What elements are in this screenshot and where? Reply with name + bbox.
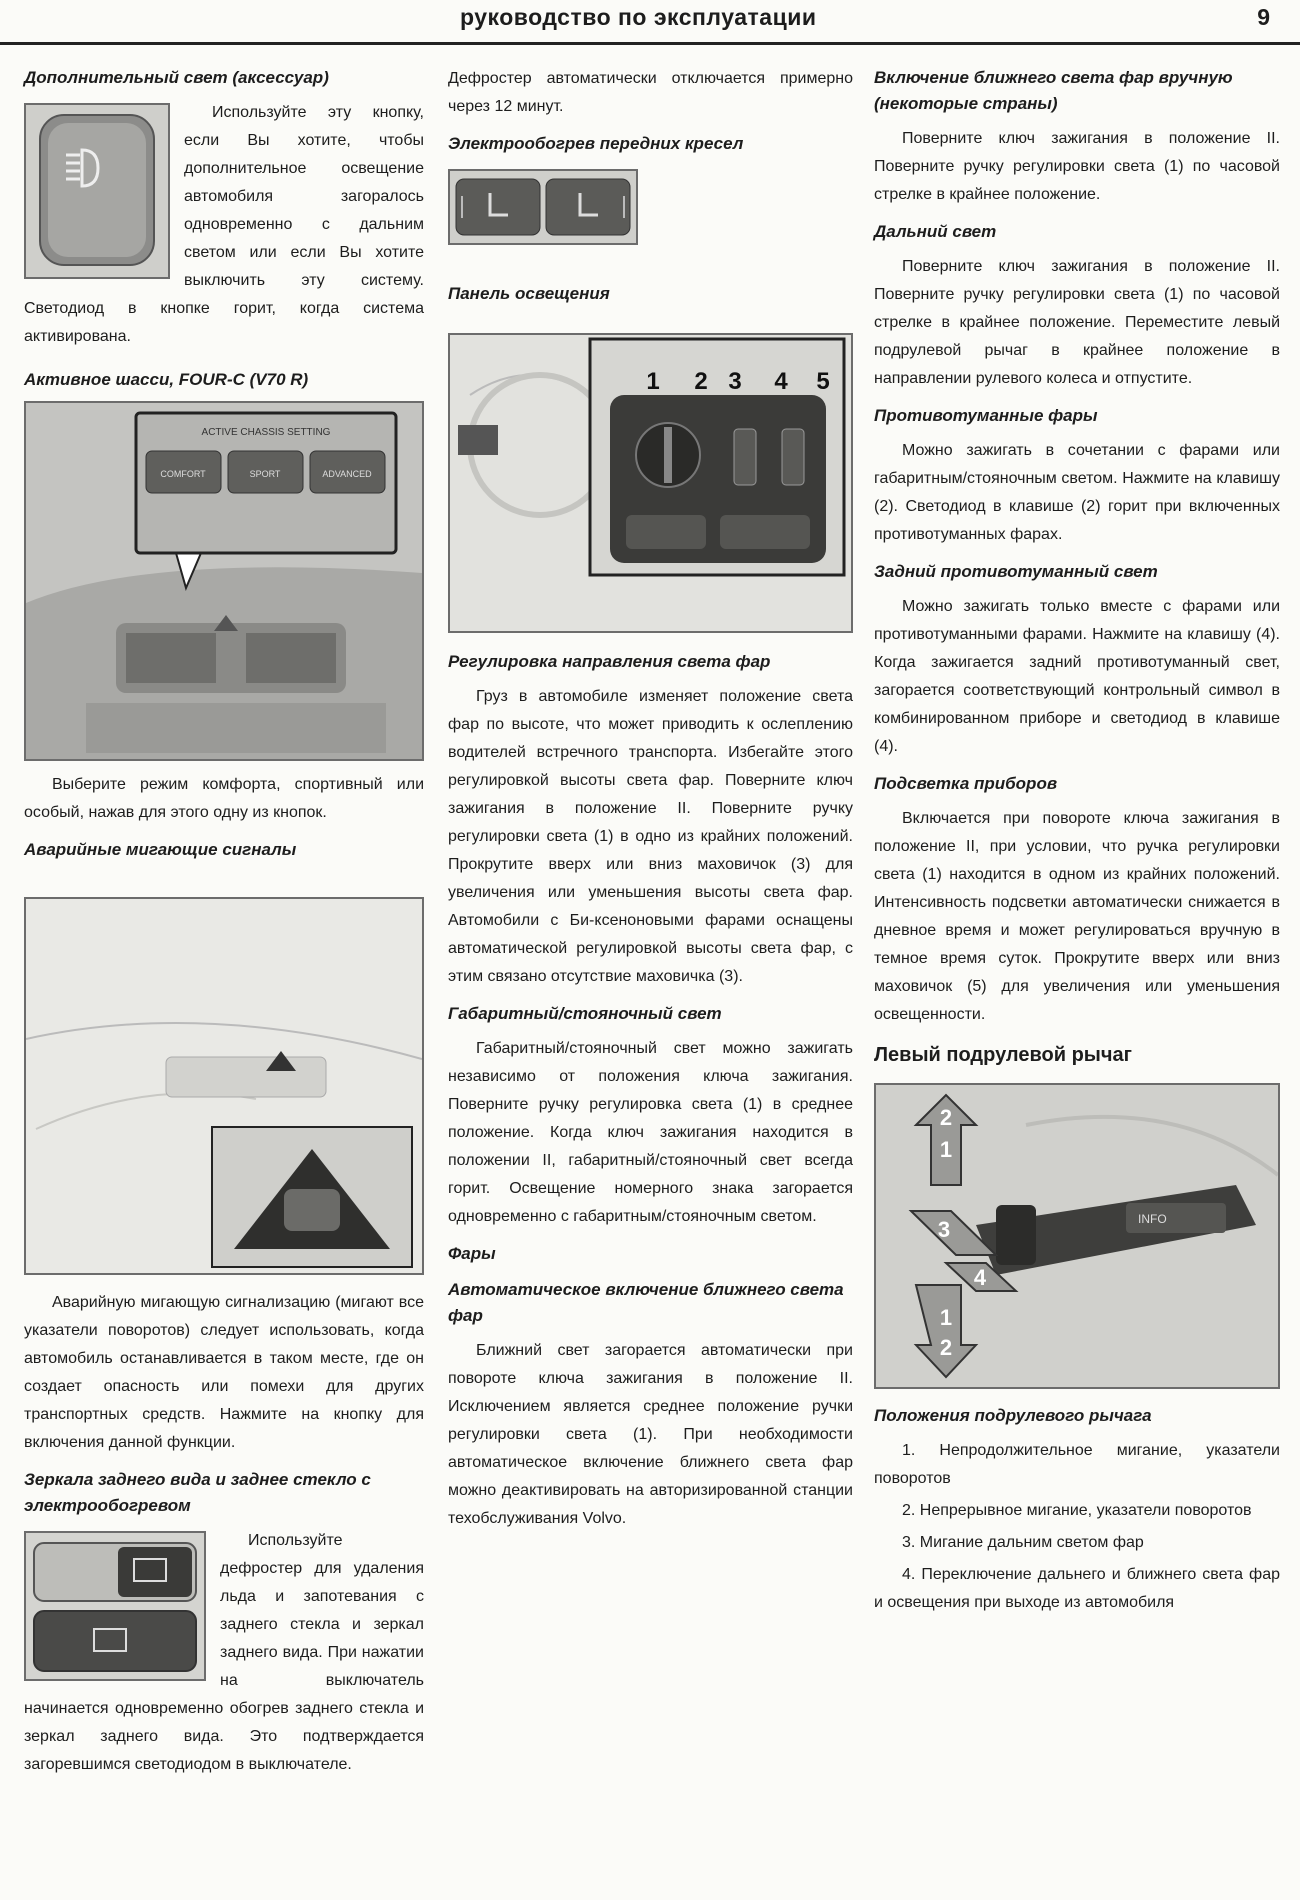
- parking-text: Габаритный/стояночный свет можно зажигать независимо от положения ключа зажигания. Поверните ручку регулировка света (1) в среднее положение. Когда ключ зажигания находится в положении II, габаритный/стояночный свет всегда горит. Освещение номерного знака загорается одновременно с габаритным/стояночным светом.: [448, 1040, 853, 1225]
- hazard-figure: [24, 897, 424, 1275]
- stalk-caption: Положения подрулевого рычага: [874, 1406, 1152, 1425]
- header-title: руководство по эксплуатации: [460, 4, 817, 30]
- light-panel-label-2: 2: [694, 368, 708, 395]
- stalk-label-1-top: 1: [939, 1137, 953, 1162]
- stalk-item-1: 1. Непродолжительное мигание, указатели поворотов: [874, 1442, 1280, 1487]
- light-panel-label-1: 1: [646, 368, 660, 395]
- stalk-item-2: 2. Непрерывное мигание, указатели поворотов: [902, 1502, 1252, 1519]
- mirrors-heading: Зеркала заднего вида и заднее стекло с электрообогревом: [24, 1470, 371, 1515]
- stalk-label-2-top: 2: [939, 1105, 953, 1130]
- chassis-btn-sport: SPORT: [249, 469, 281, 479]
- fog-heading: Противотуманные фары: [874, 406, 1098, 425]
- rear-fog-text: Можно зажигать только вместе с фарами или противотуманными фарами. Нажмите на клавишу (4). Когда зажигается задний противотуманный свет, загорается соответствующий контрольный символ в комбинированном приборе и светодиод в клавише (4).: [874, 598, 1280, 755]
- rear-fog-heading: Задний противотуманный свет: [874, 562, 1158, 581]
- accessory-button-figure: [24, 103, 170, 279]
- hazard-heading: Аварийные мигающие сигналы: [24, 840, 297, 859]
- column-2: [448, 55, 853, 1880]
- stalk-label-2-bottom: 2: [939, 1335, 953, 1360]
- chassis-figure: [24, 401, 424, 761]
- light-panel-figure: [448, 333, 853, 633]
- page-header: [0, 0, 1300, 45]
- beam-adjust-heading: Регулировка направления света фар: [448, 652, 771, 671]
- chassis-caption: Выберите режим комфорта, спортивный или особый, нажав для этого одну из кнопок.: [24, 776, 424, 821]
- seat-heater-figure: [448, 169, 638, 245]
- light-panel-label-4: 4: [774, 368, 788, 395]
- high-beam-text: Поверните ключ зажигания в положение II. Поверните ручку регулировки света (1) по часовой стрелке в крайнее положение. Переместите левый подрулевой рычаг в крайнее положение в направлении рулевого колеса и отпустите.: [874, 258, 1280, 387]
- hazard-text: Аварийную мигающую сигнализацию (мигают все указатели поворотов) следует использовать, когда автомобиль останавливается в таком месте, где он создает опасность или помехи для других транспортных средств. Нажмите на кнопку для включения данной функции.: [24, 1294, 424, 1451]
- stalk-item-3: 3. Мигание дальним светом фар: [902, 1534, 1144, 1551]
- page-number: 9: [1257, 4, 1270, 30]
- auto-lowbeam-text: Ближний свет загорается автоматически при повороте ключа зажигания в положение II. Исключением является среднее положение ручки регулировки света (1). При необходимости автоматическое включение ближнего света фар можно деактивировать на авторизированной станции техобслуживания Volvo.: [448, 1342, 853, 1527]
- column-1: [24, 55, 424, 1880]
- light-panel-label-5: 5: [816, 368, 830, 395]
- chassis-heading: Активное шасси, FOUR-C (V70 R): [24, 370, 309, 389]
- stalk-item-4: 4. Переключение дальнего и ближнего света фар и освещения при выходе из автомобиля: [874, 1566, 1280, 1611]
- instruments-text: Включается при повороте ключа зажигания в положение II, при условии, что ручка регулировки света (1) находится в одном из крайних положений. Интенсивность подсветки автоматически снижается в дневное время и может регулироваться вручную в темное время суток. Прокрутите вверх или вниз маховичок (5) для увеличения или уменьшения освещенности.: [874, 810, 1280, 1023]
- manual-lowbeam-text: Поверните ключ зажигания в положение II. Поверните ручку регулировки света (1) по часовой стрелке в крайнее положение.: [874, 130, 1280, 203]
- stalk-heading: Левый подрулевой рычаг: [874, 1044, 1132, 1066]
- high-beam-heading: Дальний свет: [874, 222, 997, 241]
- instruments-heading: Подсветка приборов: [874, 774, 1058, 793]
- headlights-heading: Фары: [448, 1244, 496, 1263]
- light-panel-heading: Панель освещения: [448, 284, 610, 303]
- stalk-label-1-bottom: 1: [939, 1305, 953, 1330]
- accessory-heading: Дополнительный свет (аксессуар): [24, 68, 329, 87]
- defrost-text: Дефростер автоматически отключается примерно через 12 минут.: [448, 70, 853, 115]
- light-panel-label-3: 3: [728, 368, 742, 395]
- auto-lowbeam-heading: Автоматическое включение ближнего света фар: [448, 1280, 844, 1325]
- fog-text: Можно зажигать в сочетании с фарами или габаритным/стояночным светом. Нажмите на клавишу (2). Светодиод в клавише (2) горит при включенных противотуманных фарах.: [874, 442, 1280, 543]
- chassis-btn-advanced: ADVANCED: [322, 469, 372, 479]
- stalk-label-4: 4: [973, 1265, 987, 1290]
- manual-lowbeam-heading: Включение ближнего света фар вручную (некоторые страны): [874, 68, 1233, 113]
- parking-heading: Габаритный/стояночный свет: [448, 1004, 722, 1023]
- mirrors-text: Используйте дефростер для удаления льда и запотевания с заднего стекла и зеркал заднего вида. При нажатии на выключатель начинается одновременно обогрев заднего стекла и зеркал заднего вида. Это подтверждается загоревшимся светодиодом в выключателе.: [24, 1532, 424, 1773]
- chassis-panel-label: ACTIVE CHASSIS SETTING: [201, 427, 331, 438]
- stalk-label-3: 3: [937, 1217, 951, 1242]
- mirror-defrost-figure: [24, 1531, 206, 1681]
- seats-heading: Электрообогрев передних кресел: [448, 134, 744, 153]
- stalk-info-text: INFO: [1138, 1212, 1167, 1226]
- column-3: [874, 55, 1280, 1880]
- beam-adjust-text: Груз в автомобиле изменяет положение света фар по высоте, что может приводить к ослеплению водителей встречного транспорта. Избегайте этого регулировкой высоты света фар. Поверните ключ зажигания в положение II. Поверните ручку регулировки света (1) в одно из крайних положений. Прокрутите вверх или вниз маховичок (3) для увеличения или уменьшения высоты света фар. Автомобили с Би-ксеноновыми фарами оснащены автоматической регулировкой высоты света фар, с этим связано отсутствие маховичка (3).: [448, 688, 853, 985]
- stalk-figure: [874, 1083, 1280, 1389]
- chassis-btn-comfort: COMFORT: [160, 469, 206, 479]
- accessory-text: Используйте эту кнопку, если Вы хотите, чтобы дополнительное освещение автомобиля загоралось одновременно с дальним светом или если Вы хотите выключить эту систему. Светодиод в кнопке горит, когда система активирована.: [24, 104, 424, 345]
